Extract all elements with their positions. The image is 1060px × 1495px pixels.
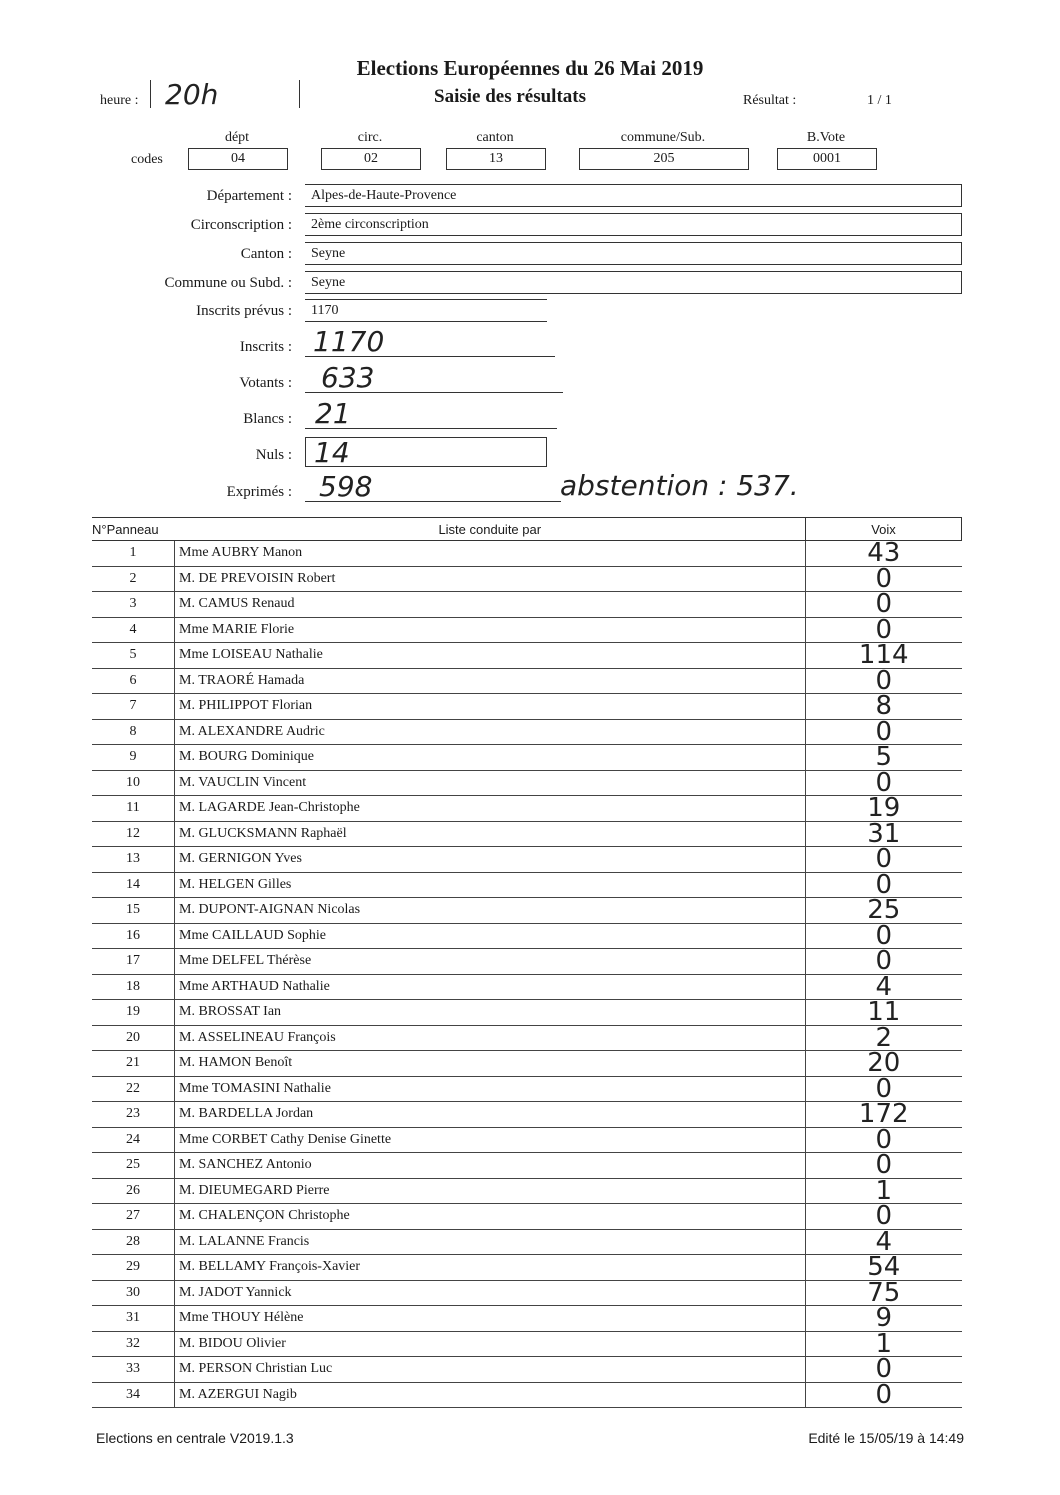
panneau-number: 11 xyxy=(92,796,175,822)
table-row xyxy=(92,1382,962,1408)
list-leader: Mme MARIE Florie xyxy=(175,617,806,643)
dept-code: 04 xyxy=(188,148,288,170)
circonscription-field: 2ème circonscription xyxy=(305,213,962,236)
table-row xyxy=(92,694,962,720)
list-leader: M. BELLAMY François-Xavier xyxy=(175,1255,806,1281)
list-leader: Mme CORBET Cathy Denise Ginette xyxy=(175,1127,806,1153)
vote-count: 0 xyxy=(806,847,962,873)
table-row xyxy=(92,592,962,618)
nuls-label: Nuls : xyxy=(255,447,292,463)
vote-count: 0 xyxy=(806,668,962,694)
list-leader: Mme CAILLAUD Sophie xyxy=(175,923,806,949)
col-liste: Liste conduite par xyxy=(175,518,806,541)
table-row xyxy=(92,872,962,898)
panneau-number: 30 xyxy=(92,1280,175,1306)
list-leader: M. GERNIGON Yves xyxy=(175,847,806,873)
table-row xyxy=(92,668,962,694)
table-row xyxy=(92,566,962,592)
panneau-number: 8 xyxy=(92,719,175,745)
list-leader: Mme ARTHAUD Nathalie xyxy=(175,974,806,1000)
table-row xyxy=(92,1331,962,1357)
table-row xyxy=(92,719,962,745)
table-row xyxy=(92,898,962,924)
vote-count: 0 xyxy=(806,872,962,898)
vote-count: 0 xyxy=(806,566,962,592)
panneau-number: 10 xyxy=(92,770,175,796)
canton-label: Canton : xyxy=(240,246,292,262)
list-leader: M. BIDOU Olivier xyxy=(175,1331,806,1357)
circ-code: 02 xyxy=(321,148,421,170)
codes-label: codes xyxy=(131,152,163,167)
panneau-number: 2 xyxy=(92,566,175,592)
table-row xyxy=(92,1127,962,1153)
table-row xyxy=(92,821,962,847)
panneau-number: 26 xyxy=(92,1178,175,1204)
votants-value: 633 xyxy=(305,362,563,393)
vote-count: 11 xyxy=(806,1000,962,1026)
table-row xyxy=(92,541,962,567)
panneau-number: 32 xyxy=(92,1331,175,1357)
vote-count: 0 xyxy=(806,1204,962,1230)
dept-label: dépt xyxy=(224,130,250,145)
table-row xyxy=(92,1357,962,1383)
panneau-number: 25 xyxy=(92,1153,175,1179)
results-table xyxy=(92,517,962,1408)
departement-label: Département : xyxy=(206,188,292,204)
table-header-row xyxy=(92,518,962,541)
list-leader: M. AZERGUI Nagib xyxy=(175,1382,806,1408)
vote-count: 20 xyxy=(806,1051,962,1077)
canton-field: Seyne xyxy=(305,242,962,265)
vote-count: 31 xyxy=(806,821,962,847)
table-row xyxy=(92,1102,962,1128)
list-leader: Mme THOUY Hélène xyxy=(175,1306,806,1332)
panneau-number: 34 xyxy=(92,1382,175,1408)
list-leader: M. CHALENÇON Christophe xyxy=(175,1204,806,1230)
votants-label: Votants : xyxy=(239,375,292,391)
exprimes-value: 598 xyxy=(305,471,561,502)
vote-count: 2 xyxy=(806,1025,962,1051)
abstention-note: abstention : 537. xyxy=(560,469,799,502)
vote-count: 8 xyxy=(806,694,962,720)
panneau-number: 20 xyxy=(92,1025,175,1051)
table-row xyxy=(92,1153,962,1179)
panneau-number: 28 xyxy=(92,1229,175,1255)
inscrits-prevus-label: Inscrits prévus : xyxy=(196,303,292,319)
table-row xyxy=(92,1076,962,1102)
vote-count: 75 xyxy=(806,1280,962,1306)
bvote-label: B.Vote xyxy=(806,130,846,145)
blancs-label: Blancs : xyxy=(243,411,292,427)
col-panneau: N°Panneau xyxy=(92,518,175,541)
list-leader: M. VAUCLIN Vincent xyxy=(175,770,806,796)
col-voix: Voix xyxy=(806,518,962,541)
exprimes-label: Exprimés : xyxy=(226,484,292,500)
commune-code: 205 xyxy=(579,148,749,170)
inscrits-prevus-field: 1170 xyxy=(305,299,547,322)
panneau-number: 5 xyxy=(92,643,175,669)
list-leader: Mme DELFEL Thérèse xyxy=(175,949,806,975)
table-row xyxy=(92,1280,962,1306)
panneau-number: 31 xyxy=(92,1306,175,1332)
commune-code-label: commune/Sub. xyxy=(620,130,706,145)
panneau-number: 18 xyxy=(92,974,175,1000)
panneau-number: 1 xyxy=(92,541,175,567)
vote-count: 0 xyxy=(806,770,962,796)
table-row xyxy=(92,923,962,949)
vote-count: 54 xyxy=(806,1255,962,1281)
bvote-code: 0001 xyxy=(777,148,877,170)
vote-count: 0 xyxy=(806,1153,962,1179)
panneau-number: 19 xyxy=(92,1000,175,1026)
vote-count: 0 xyxy=(806,923,962,949)
vote-count: 1 xyxy=(806,1178,962,1204)
vote-count: 1 xyxy=(806,1331,962,1357)
vote-count: 0 xyxy=(806,592,962,618)
table-row xyxy=(92,796,962,822)
list-leader: M. HELGEN Gilles xyxy=(175,872,806,898)
vote-count: 0 xyxy=(806,1127,962,1153)
panneau-number: 33 xyxy=(92,1357,175,1383)
circ-label: circ. xyxy=(357,130,383,145)
list-leader: M. DE PREVOISIN Robert xyxy=(175,566,806,592)
table-row xyxy=(92,1051,962,1077)
panneau-number: 24 xyxy=(92,1127,175,1153)
list-leader: M. HAMON Benoît xyxy=(175,1051,806,1077)
vote-count: 4 xyxy=(806,974,962,1000)
table-row xyxy=(92,949,962,975)
heure-value: 20h xyxy=(150,80,300,108)
panneau-number: 22 xyxy=(92,1076,175,1102)
blancs-value: 21 xyxy=(305,398,557,429)
list-leader: M. PHILIPPOT Florian xyxy=(175,694,806,720)
list-leader: M. LALANNE Francis xyxy=(175,1229,806,1255)
nuls-value: 14 xyxy=(305,437,547,467)
panneau-number: 15 xyxy=(92,898,175,924)
list-leader: M. TRAORÉ Hamada xyxy=(175,668,806,694)
panneau-number: 21 xyxy=(92,1051,175,1077)
resultat-value: 1 / 1 xyxy=(867,93,892,108)
page-subtitle: Saisie des résultats xyxy=(434,86,586,107)
circonscription-label: Circonscription : xyxy=(190,217,292,233)
commune-field: Seyne xyxy=(305,271,962,294)
list-leader: M. GLUCKSMANN Raphaël xyxy=(175,821,806,847)
results-body xyxy=(92,538,962,1410)
departement-field: Alpes-de-Haute-Provence xyxy=(305,184,962,207)
vote-count: 19 xyxy=(806,796,962,822)
vote-count: 25 xyxy=(806,898,962,924)
inscrits-value: 1170 xyxy=(305,326,555,357)
vote-count: 4 xyxy=(806,1229,962,1255)
list-leader: Mme LOISEAU Nathalie xyxy=(175,643,806,669)
vote-count: 0 xyxy=(806,1382,962,1408)
resultat-label: Résultat : xyxy=(743,93,797,108)
vote-count: 0 xyxy=(806,617,962,643)
list-leader: M. PERSON Christian Luc xyxy=(175,1357,806,1383)
panneau-number: 23 xyxy=(92,1102,175,1128)
footer-version: Elections en centrale V2019.1.3 xyxy=(96,1430,294,1446)
list-leader: M. BROSSAT Ian xyxy=(175,1000,806,1026)
list-leader: M. BARDELLA Jordan xyxy=(175,1102,806,1128)
list-leader: M. DUPONT-AIGNAN Nicolas xyxy=(175,898,806,924)
list-leader: M. BOURG Dominique xyxy=(175,745,806,771)
table-row xyxy=(92,1306,962,1332)
list-leader: M. CAMUS Renaud xyxy=(175,592,806,618)
vote-count: 0 xyxy=(806,1357,962,1383)
table-row xyxy=(92,1025,962,1051)
panneau-number: 4 xyxy=(92,617,175,643)
vote-count: 172 xyxy=(806,1102,962,1128)
vote-count: 114 xyxy=(806,643,962,669)
panneau-number: 9 xyxy=(92,745,175,771)
vote-count: 5 xyxy=(806,745,962,771)
table-row xyxy=(92,643,962,669)
list-leader: M. JADOT Yannick xyxy=(175,1280,806,1306)
table-row xyxy=(92,1229,962,1255)
table-row xyxy=(92,847,962,873)
list-leader: M. LAGARDE Jean-Christophe xyxy=(175,796,806,822)
vote-count: 9 xyxy=(806,1306,962,1332)
list-leader: M. DIEUMEGARD Pierre xyxy=(175,1178,806,1204)
vote-count: 0 xyxy=(806,949,962,975)
panneau-number: 17 xyxy=(92,949,175,975)
vote-count: 43 xyxy=(806,541,962,567)
panneau-number: 14 xyxy=(92,872,175,898)
table-row xyxy=(92,745,962,771)
panneau-number: 6 xyxy=(92,668,175,694)
panneau-number: 29 xyxy=(92,1255,175,1281)
page-title: Elections Européennes du 26 Mai 2019 xyxy=(356,56,704,80)
list-leader: M. ASSELINEAU François xyxy=(175,1025,806,1051)
panneau-number: 12 xyxy=(92,821,175,847)
panneau-number: 13 xyxy=(92,847,175,873)
table-row xyxy=(92,974,962,1000)
panneau-number: 27 xyxy=(92,1204,175,1230)
commune-label: Commune ou Subd. : xyxy=(164,275,292,291)
heure-label: heure : xyxy=(100,93,139,108)
list-leader: M. ALEXANDRE Audric xyxy=(175,719,806,745)
panneau-number: 3 xyxy=(92,592,175,618)
panneau-number: 7 xyxy=(92,694,175,720)
list-leader: Mme AUBRY Manon xyxy=(175,541,806,567)
vote-count: 0 xyxy=(806,1076,962,1102)
table-row xyxy=(92,617,962,643)
table-row xyxy=(92,1255,962,1281)
vote-count: 0 xyxy=(806,719,962,745)
list-leader: M. SANCHEZ Antonio xyxy=(175,1153,806,1179)
table-row xyxy=(92,770,962,796)
table-row xyxy=(92,1000,962,1026)
table-row xyxy=(92,1178,962,1204)
inscrits-label: Inscrits : xyxy=(239,339,292,355)
canton-code: 13 xyxy=(446,148,546,170)
panneau-number: 16 xyxy=(92,923,175,949)
canton-code-label: canton xyxy=(476,130,514,145)
list-leader: Mme TOMASINI Nathalie xyxy=(175,1076,806,1102)
footer-edited: Edité le 15/05/19 à 14:49 xyxy=(808,1430,964,1446)
table-row xyxy=(92,1204,962,1230)
